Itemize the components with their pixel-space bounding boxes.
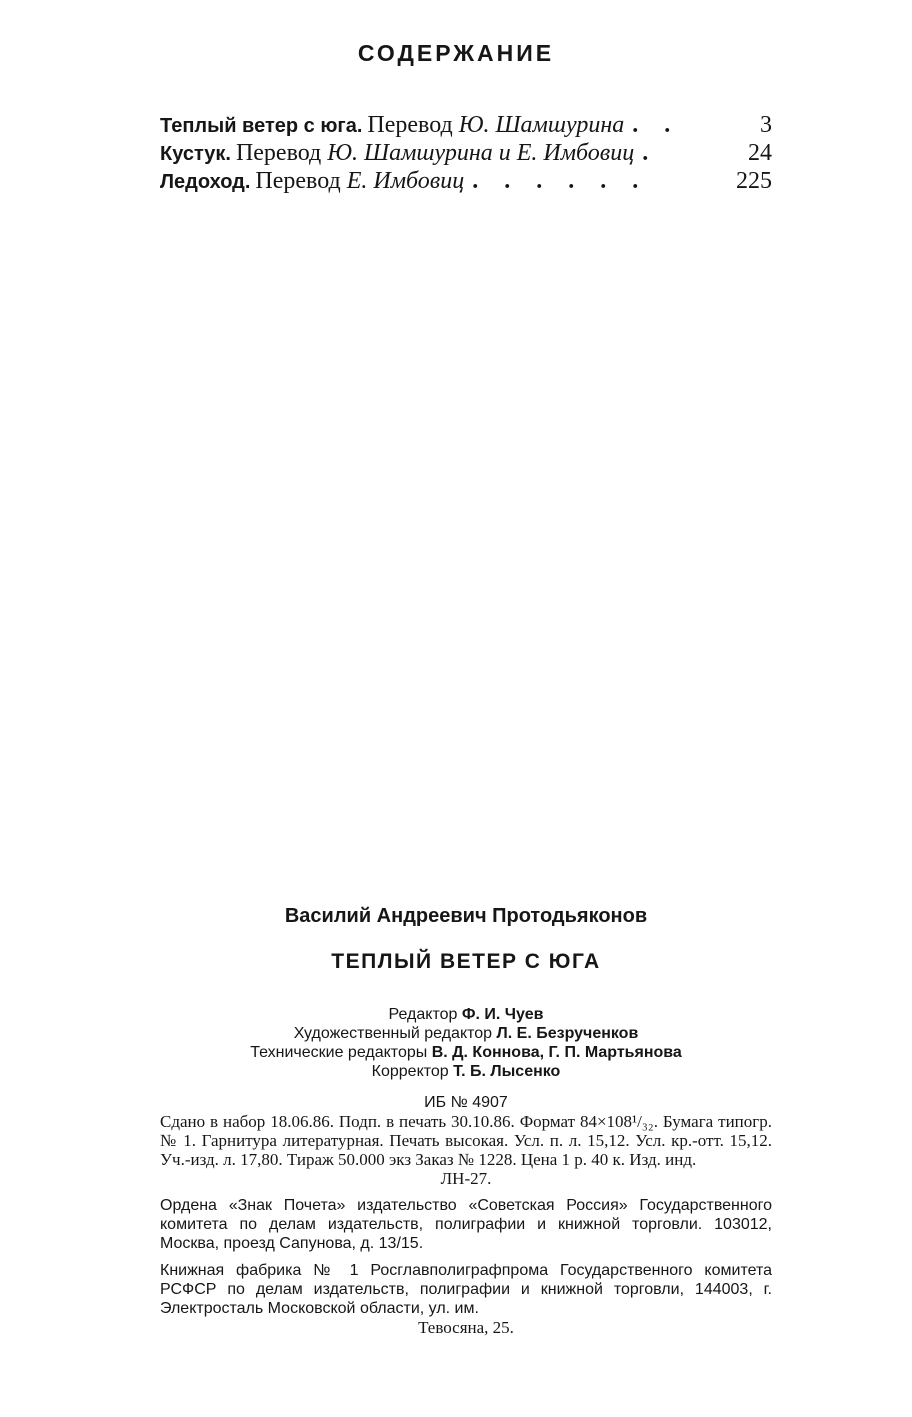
entry-leader: . bbox=[642, 140, 659, 166]
author-name: Василий Андреевич Протодьяконов bbox=[284, 905, 648, 927]
printer-info: Книжная фабрика № 1 Росглавполиграфпрома Государственного комитета РСФСР по делам издательств, полиграфии и книжной торговли, 144003, г. Электросталь Московской области, ул. им. bbox=[160, 1262, 772, 1317]
book-title: ТЕПЛЫЙ ВЕТЕР С ЮГА bbox=[331, 950, 601, 973]
staff-credits bbox=[160, 1005, 772, 1081]
entry-translation-label: Перевод bbox=[367, 112, 453, 138]
contents-entry bbox=[160, 140, 772, 168]
entry-leader: . . . . . . bbox=[472, 168, 649, 194]
entry-page-number: 3 bbox=[760, 112, 772, 138]
staff-line bbox=[160, 1005, 772, 1024]
entry-translation-label: Перевод bbox=[255, 168, 341, 194]
staff-role: Художественный редактор bbox=[293, 1025, 493, 1042]
entry-translation-label: Перевод bbox=[235, 140, 322, 166]
entry-translator: Е. Имбовиц bbox=[346, 168, 465, 194]
printer-address-end: Тевосяна, 25. bbox=[418, 1318, 514, 1337]
contents-heading: СОДЕРЖАНИЕ bbox=[357, 40, 555, 66]
staff-role: Технические редакторы bbox=[250, 1044, 428, 1061]
staff-role: Редактор bbox=[388, 1006, 458, 1023]
entry-title: Теплый ветер с юга. bbox=[160, 115, 363, 137]
entry-page-number: 225 bbox=[736, 168, 772, 194]
imprint-block bbox=[160, 903, 772, 1337]
entry-title: Ледоход. bbox=[160, 171, 251, 193]
print-details: Сдано в набор 18.06.86. Подп. в печать 30.10.86. Формат 84×108¹/₃₂. Бумага типогр. № 1. Гарнитура литературная. Печать высокая. Усл. п. л. 15,12. Усл. кр.-отт. 15,12. Уч.-изд. л. 17,80. Тираж 50.000 экз Заказ № 1228. Цена 1 р. 40 к. Изд. инд. bbox=[160, 1112, 772, 1169]
contents-entry bbox=[160, 168, 772, 196]
staff-role: Корректор bbox=[371, 1063, 449, 1080]
contents-list bbox=[160, 112, 772, 196]
entry-translator: Ю. Шамшурина bbox=[458, 112, 625, 138]
publisher-info: Ордена «Знак Почета» издательство «Советская Россия» Государственного комитета по делам издательств, полиграфии и книжной торговли. 103012, Москва, проезд Сапунова, д. 13/15. bbox=[160, 1197, 772, 1252]
staff-line bbox=[160, 1043, 772, 1062]
staff-line bbox=[160, 1062, 772, 1081]
staff-name: В. Д. Коннова, Г. П. Мартьянова bbox=[431, 1044, 682, 1061]
contents-entry bbox=[160, 112, 772, 140]
entry-page-number: 24 bbox=[748, 140, 772, 166]
entry-title: Кустук. bbox=[160, 143, 231, 165]
entry-leader: . . bbox=[632, 112, 681, 138]
staff-name: Т. Б. Лысенко bbox=[453, 1063, 561, 1080]
staff-name: Л. Е. Безрученков bbox=[496, 1025, 639, 1042]
print-details-index: ЛН-27. bbox=[440, 1169, 492, 1188]
staff-line bbox=[160, 1024, 772, 1043]
staff-name: Ф. И. Чуев bbox=[461, 1006, 544, 1023]
ib-number: ИБ № 4907 bbox=[424, 1094, 508, 1111]
entry-translator: Ю. Шамшурина и Е. Имбовиц bbox=[327, 140, 635, 166]
